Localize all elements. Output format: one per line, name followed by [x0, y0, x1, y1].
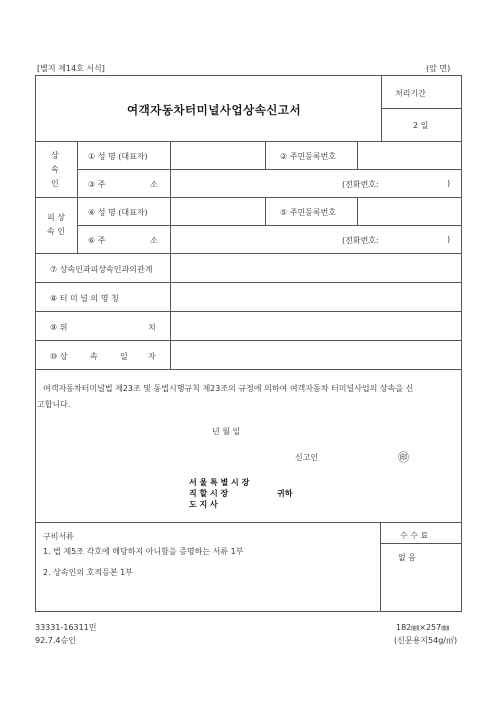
- fee-value: 없 음: [398, 553, 416, 562]
- heir-rrn-divider-left: [265, 141, 266, 169]
- footer-size: 182㎜×257㎜: [396, 623, 450, 632]
- location-label-1: ⑨ 위: [50, 323, 68, 332]
- decedent-rrn-field[interactable]: [358, 198, 460, 224]
- footer-approval: 92.7.4승인: [35, 636, 76, 645]
- declaration-line-1: 여객자동차터미널법 제23조 및 동법시행규칙 제23조의 규정에 의하여 여객자동차 터미널사업의 상속을 신: [43, 384, 414, 393]
- fee-split-line: [380, 543, 461, 544]
- inherit-date-field[interactable]: [171, 341, 460, 368]
- form-number: [별지 제14호 서식]: [37, 64, 105, 73]
- heir-phone-label: (전화번호:: [342, 180, 379, 189]
- heir-address-label-1: ③ 주: [88, 180, 106, 189]
- decedent-side-label-1: 피 상: [47, 213, 65, 222]
- heir-rrn-field[interactable]: [358, 142, 460, 168]
- inherit-date-label-4: 자: [148, 352, 156, 361]
- decedent-side-label-2: 속 인: [47, 227, 65, 236]
- relation-label: ⑦ 상속인과피상속인과의관계: [50, 265, 153, 274]
- heir-address-label-2: 소: [150, 180, 158, 189]
- inherit-date-label-3: 일: [120, 352, 128, 361]
- decedent-rrn-label: ⑤ 주민등록번호: [280, 208, 337, 217]
- documents-item-2: 2. 상속인의 호적등본 1부: [43, 568, 133, 577]
- decedent-address-field[interactable]: [171, 226, 341, 252]
- location-field[interactable]: [171, 312, 460, 339]
- seal-mark: ㊞: [398, 451, 409, 464]
- heir-address-field[interactable]: [171, 170, 341, 196]
- documents-item-1: 1. 법 제5조 각호에 해당하지 아니함을 증명하는 서류 1부: [43, 547, 244, 556]
- inherit-date-label-2: 속: [90, 352, 98, 361]
- recipient-honorific: 귀하: [277, 489, 293, 498]
- recipient-line-3: 도 지 사: [189, 500, 218, 509]
- heir-side-label-1: 상: [51, 151, 59, 160]
- inherit-date-bottom-line: [36, 369, 461, 370]
- decedent-name-field[interactable]: [171, 198, 264, 224]
- footer-code: 33331-16311민: [35, 623, 97, 632]
- inherit-date-label-1: ⑩ 상: [50, 352, 68, 361]
- declaration-line-2: 고합니다.: [37, 400, 71, 409]
- recipient-line-2: 직 할 시 장: [189, 489, 229, 498]
- recipient-line-1: 서 울 특 별 시 장: [189, 478, 250, 487]
- processing-period-value: 2 일: [413, 121, 429, 130]
- decedent-address-label-1: ⑥ 주: [88, 236, 106, 245]
- decedent-address-label-2: 소: [150, 236, 158, 245]
- heir-rrn-label: ② 주민등록번호: [280, 152, 337, 161]
- footer-paper: (신문용지54g/㎡): [394, 636, 458, 645]
- decedent-phone-label: (전화번호:: [342, 236, 379, 245]
- location-label-2: 치: [148, 323, 156, 332]
- fee-label: 수 수 료: [400, 531, 429, 540]
- reporter-label: 신고인: [295, 453, 319, 462]
- decedent-name-label: ④ 성 명 (대표자): [88, 208, 148, 217]
- heir-name-label: ① 성 명 (대표자): [88, 152, 148, 161]
- terminal-name-label: ⑧ 터 미 널 의 명 칭: [50, 294, 119, 303]
- heir-side-label-2: 속: [51, 165, 59, 174]
- heir-side-label-3: 인: [51, 179, 59, 188]
- decedent-rrn-divider-left: [265, 197, 266, 225]
- page-side-label: (앞 면): [426, 64, 451, 73]
- heir-phone-close: ): [447, 179, 451, 188]
- form-title: 여객자동차터미널사업상속신고서: [127, 103, 302, 117]
- terminal-name-field[interactable]: [171, 283, 460, 310]
- relation-field[interactable]: [171, 254, 460, 281]
- decedent-phone-close: ): [447, 235, 451, 244]
- processing-period-label: 처리기간: [395, 89, 426, 98]
- processing-split-line: [381, 108, 461, 109]
- fee-divider: [380, 522, 381, 611]
- declaration-bottom-line: [36, 522, 461, 523]
- heir-name-field[interactable]: [171, 142, 264, 168]
- documents-title: 구비서류: [43, 532, 74, 541]
- declaration-date: 년 월 일: [212, 427, 241, 436]
